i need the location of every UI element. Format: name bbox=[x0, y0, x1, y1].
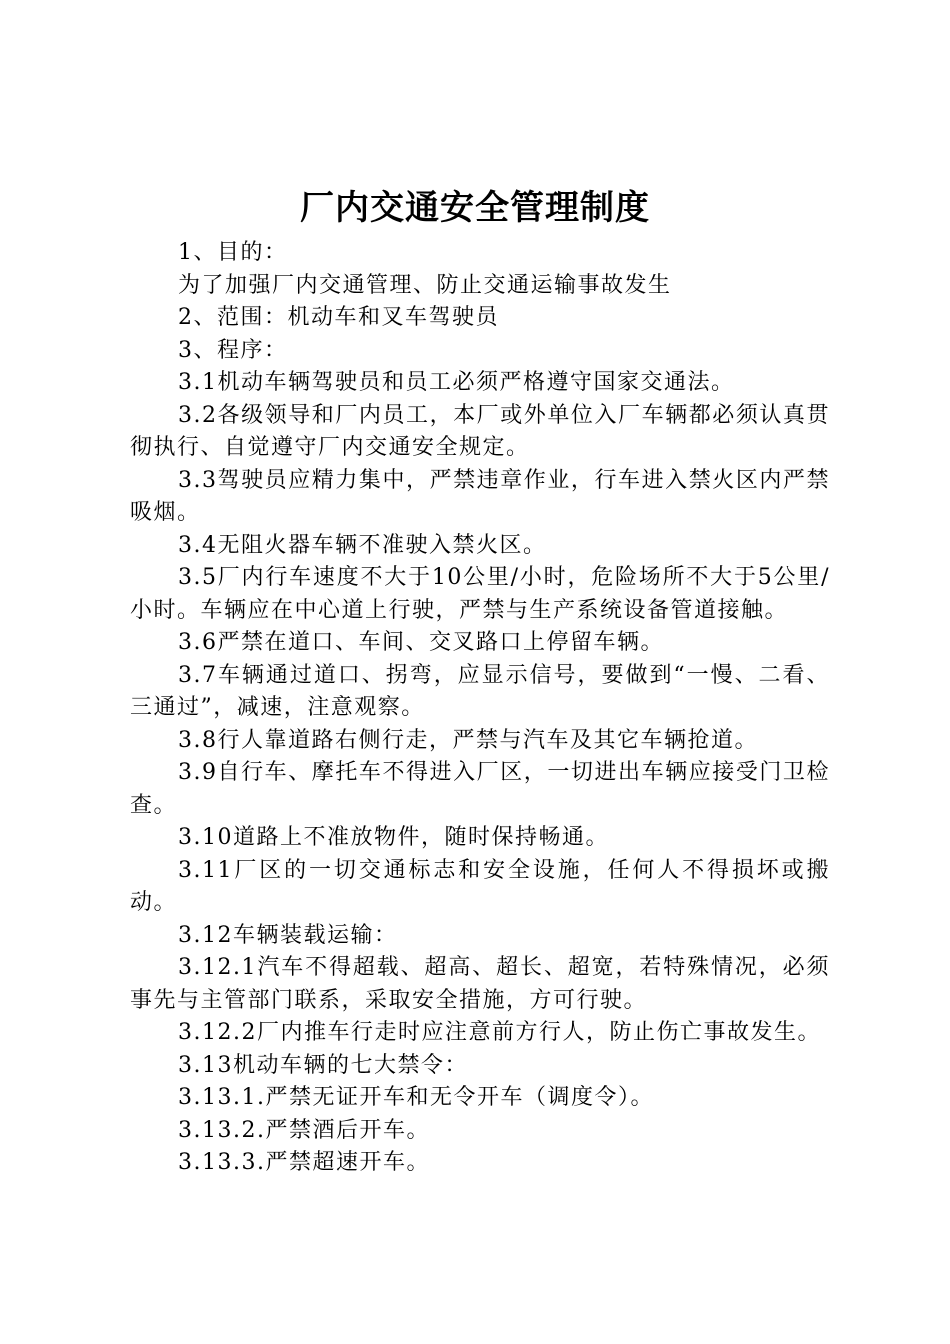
paragraph: 3.13.2.严禁酒后开车。 bbox=[178, 1117, 430, 1143]
paragraph: 3.3驾驶员应精力集中，严禁违章作业，行车进入禁火区内严禁吸烟。 bbox=[130, 467, 830, 525]
paragraph: 3.10道路上不准放物件，随时保持畅通。 bbox=[178, 825, 609, 850]
paragraph: 3.12.1汽车不得超载、超高、超长、超宽，若特殊情况，必须事先与主管部门联系，采取安全措施，方可行驶。 bbox=[130, 955, 830, 1013]
paragraph: 3.7车辆通过道口、拐弯，应显示信号，要做到“一慢、二看、三通过”，减速，注意观察。 bbox=[130, 662, 830, 720]
paragraph: 1、目的： bbox=[178, 240, 288, 265]
paragraph: 3.13.3.严禁超速开车。 bbox=[178, 1150, 430, 1175]
paragraph: 3.2各级领导和厂内员工，本厂或外单位入厂车辆都必须认真贯彻执行、自觉遵守厂内交通安全规定。 bbox=[130, 402, 830, 460]
paragraph: 3.13.1.严禁无证开车和无令开车（调度令）。 bbox=[178, 1085, 654, 1110]
paragraph: 3.9自行车、摩托车不得进入厂区，一切进出车辆应接受门卫检查。 bbox=[130, 760, 830, 818]
paragraph: 3.4无阻火器车辆不准驶入禁火区。 bbox=[178, 532, 547, 558]
paragraph: 3.8行人靠道路右侧行走，严禁与汽车及其它车辆抢道。 bbox=[178, 727, 758, 753]
paragraph: 为了加强厂内交通管理、防止交通运输事故发生 bbox=[178, 272, 672, 298]
paragraph: 3.12.2厂内推车行走时应注意前方行人，防止伤亡事故发生。 bbox=[178, 1020, 821, 1045]
paragraph: 2、范围：机动车和叉车驾驶员 bbox=[178, 305, 499, 330]
paragraph: 3.6严禁在道口、车间、交叉路口上停留车辆。 bbox=[178, 630, 664, 655]
paragraph: 3.5厂内行车速度不大于10公里/小时，危险场所不大于5公里/小时。车辆应在中心道上行驶，严禁与生产系统设备管道接触。 bbox=[130, 565, 830, 623]
paragraph: 3、程序： bbox=[178, 337, 288, 363]
document-title: 厂内交通安全管理制度 bbox=[300, 188, 650, 228]
paragraph: 3.12车辆装载运输： bbox=[178, 922, 398, 948]
paragraph: 3.11厂区的一切交通标志和安全设施，任何人不得损坏或搬动。 bbox=[130, 857, 830, 915]
paragraph: 3.13机动车辆的七大禁令： bbox=[178, 1052, 468, 1078]
document-body bbox=[130, 237, 830, 1180]
paragraph: 3.1机动车辆驾驶员和员工必须严格遵守国家交通法。 bbox=[178, 370, 735, 395]
